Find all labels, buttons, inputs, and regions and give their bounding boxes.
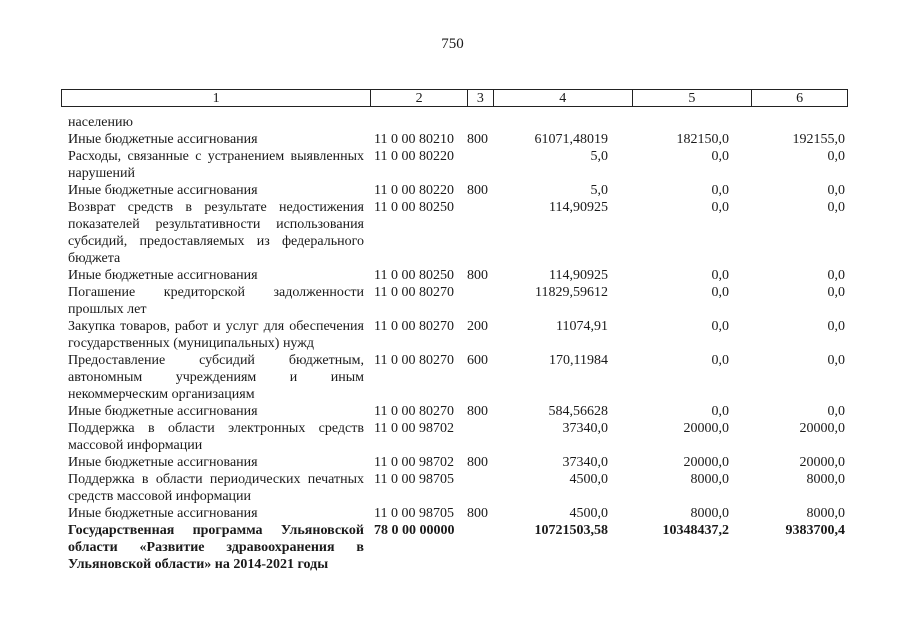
row-value-col5: 20000,0: [683, 455, 729, 470]
row-value-col6: 9383700,4: [785, 523, 845, 538]
row-value-col5: 20000,0: [683, 421, 729, 436]
row-expense-type: 800: [467, 268, 488, 283]
row-value-col6: 0,0: [827, 319, 845, 334]
row-value-col4: 5,0: [590, 183, 608, 198]
row-code: 11 0 00 80220: [374, 183, 454, 198]
row-expense-type: [464, 284, 490, 318]
row-name: Поддержка в области электронных средств массовой информации: [68, 421, 364, 453]
table-row: [68, 182, 848, 199]
table-row: [68, 267, 848, 284]
row-code: 11 0 00 98705: [374, 472, 454, 487]
row-value-col4: [490, 114, 608, 131]
row-value-col5: 182150,0: [676, 132, 729, 147]
row-name: Расходы, связанные с устранением выявленных нарушений: [68, 149, 364, 181]
row-value-col4: 4500,0: [569, 506, 608, 521]
row-name: Поддержка в области периодических печатных средств массовой информации: [68, 472, 364, 504]
row-code: 11 0 00 80270: [374, 319, 454, 334]
row-code: 11 0 00 80220: [374, 149, 454, 164]
row-value-col6: 0,0: [827, 149, 845, 164]
row-value-col6: [729, 114, 845, 131]
row-value-col6: 20000,0: [799, 455, 845, 470]
table-row: [68, 471, 848, 505]
row-code: 11 0 00 98702: [374, 421, 454, 436]
row-name: Иные бюджетные ассигнования: [68, 506, 258, 521]
row-code: 11 0 00 98702: [374, 455, 454, 470]
row-expense-type: [464, 199, 490, 267]
row-value-col6: 0,0: [827, 353, 845, 368]
row-value-col6: 0,0: [827, 285, 845, 300]
row-value-col6: 0,0: [827, 200, 845, 215]
row-value-col5: [608, 114, 729, 131]
table-row: [68, 505, 848, 522]
row-name: Погашение кредиторской задолженности прошлых лет: [68, 285, 364, 317]
row-value-col4: 584,56628: [548, 404, 608, 419]
row-code: 11 0 00 80270: [374, 404, 454, 419]
row-name: Иные бюджетные ассигнования: [68, 404, 258, 419]
row-expense-type: 800: [467, 506, 488, 521]
row-expense-type: [464, 420, 490, 454]
row-name: Иные бюджетные ассигнования: [68, 183, 258, 198]
row-value-col6: 8000,0: [806, 506, 845, 521]
table-row: [68, 284, 848, 318]
row-code: 11 0 00 80270: [374, 285, 454, 300]
row-value-col6: 0,0: [827, 404, 845, 419]
row-value-col5: 0,0: [711, 404, 729, 419]
table-header: [61, 89, 848, 107]
row-code: 11 0 00 98705: [374, 506, 454, 521]
row-expense-type: 800: [467, 404, 488, 419]
column-header-3: 3: [468, 90, 494, 106]
table-row: [68, 114, 848, 131]
row-value-col5: 0,0: [711, 353, 729, 368]
table-row: [68, 454, 848, 471]
table-row: [68, 522, 848, 573]
row-value-col5: 0,0: [711, 183, 729, 198]
row-value-col4: 5,0: [590, 149, 608, 164]
row-value-col6: 0,0: [827, 183, 845, 198]
table-row: [68, 420, 848, 454]
row-expense-type: 800: [467, 132, 488, 147]
row-code: [364, 114, 464, 131]
table-row: [68, 318, 848, 352]
row-expense-type: 600: [467, 353, 488, 368]
row-name: Государственная программа Ульяновской области «Развитие здравоохранения в Ульяновской области» на 2014-2021 годы: [68, 523, 364, 572]
row-value-col4: 37340,0: [562, 421, 608, 436]
table-row: [68, 148, 848, 182]
row-value-col4: 11074,91: [556, 319, 608, 334]
row-value-col5: 0,0: [711, 200, 729, 215]
row-value-col6: 0,0: [827, 268, 845, 283]
table-row: [68, 352, 848, 403]
row-value-col4: 114,90925: [549, 268, 608, 283]
row-code: 11 0 00 80250: [374, 200, 454, 215]
row-value-col5: 8000,0: [690, 506, 729, 521]
row-value-col5: 0,0: [711, 268, 729, 283]
page-number: 750: [441, 36, 464, 52]
row-value-col4: 37340,0: [562, 455, 608, 470]
row-name: Иные бюджетные ассигнования: [68, 455, 258, 470]
row-value-col5: 0,0: [711, 285, 729, 300]
row-value-col4: 114,90925: [549, 200, 608, 215]
table-row: [68, 199, 848, 267]
column-header-4: 4: [494, 90, 633, 106]
row-expense-type: [464, 471, 490, 505]
row-value-col6: 8000,0: [806, 472, 845, 487]
row-expense-type: 800: [467, 183, 488, 198]
row-value-col5: 8000,0: [690, 472, 729, 487]
row-expense-type: 800: [467, 455, 488, 470]
column-header-5: 5: [633, 90, 753, 106]
row-expense-type: [464, 522, 490, 573]
row-name: Предоставление субсидий бюджетным, автономным учреждениям и иным некоммерческим организациям: [68, 353, 364, 402]
column-header-2: 2: [371, 90, 468, 106]
row-name: Возврат средств в результате недостижения показателей результативности использования субсидий, предоставляемых из федерального бюджета: [68, 200, 364, 266]
row-value-col4: 170,11984: [549, 353, 608, 368]
row-code: 78 0 00 00000: [374, 523, 455, 538]
row-expense-type: 200: [467, 319, 488, 334]
column-header-1: 1: [62, 90, 371, 106]
row-value-col4: 11829,59612: [535, 285, 608, 300]
row-name: Закупка товаров, работ и услуг для обеспечения государственных (муниципальных) нужд: [68, 319, 364, 351]
row-value-col5: 0,0: [711, 319, 729, 334]
row-value-col4: 61071,48019: [534, 132, 608, 147]
row-value-col6: 20000,0: [799, 421, 845, 436]
row-value-col4: 4500,0: [569, 472, 608, 487]
row-name: населению: [68, 115, 133, 130]
row-value-col5: 0,0: [711, 149, 729, 164]
table-row: [68, 131, 848, 148]
table-row: [68, 403, 848, 420]
column-header-6: 6: [796, 91, 804, 106]
row-value-col6: 192155,0: [792, 132, 845, 147]
row-expense-type: [464, 114, 490, 131]
row-value-col5: 10348437,2: [662, 523, 729, 538]
row-name: Иные бюджетные ассигнования: [68, 132, 258, 147]
row-name: Иные бюджетные ассигнования: [68, 268, 258, 283]
row-code: 11 0 00 80270: [374, 353, 454, 368]
row-code: 11 0 00 80210: [374, 132, 454, 147]
row-value-col4: 10721503,58: [534, 523, 608, 538]
table-body: [68, 114, 848, 573]
row-expense-type: [464, 148, 490, 182]
row-code: 11 0 00 80250: [374, 268, 454, 283]
